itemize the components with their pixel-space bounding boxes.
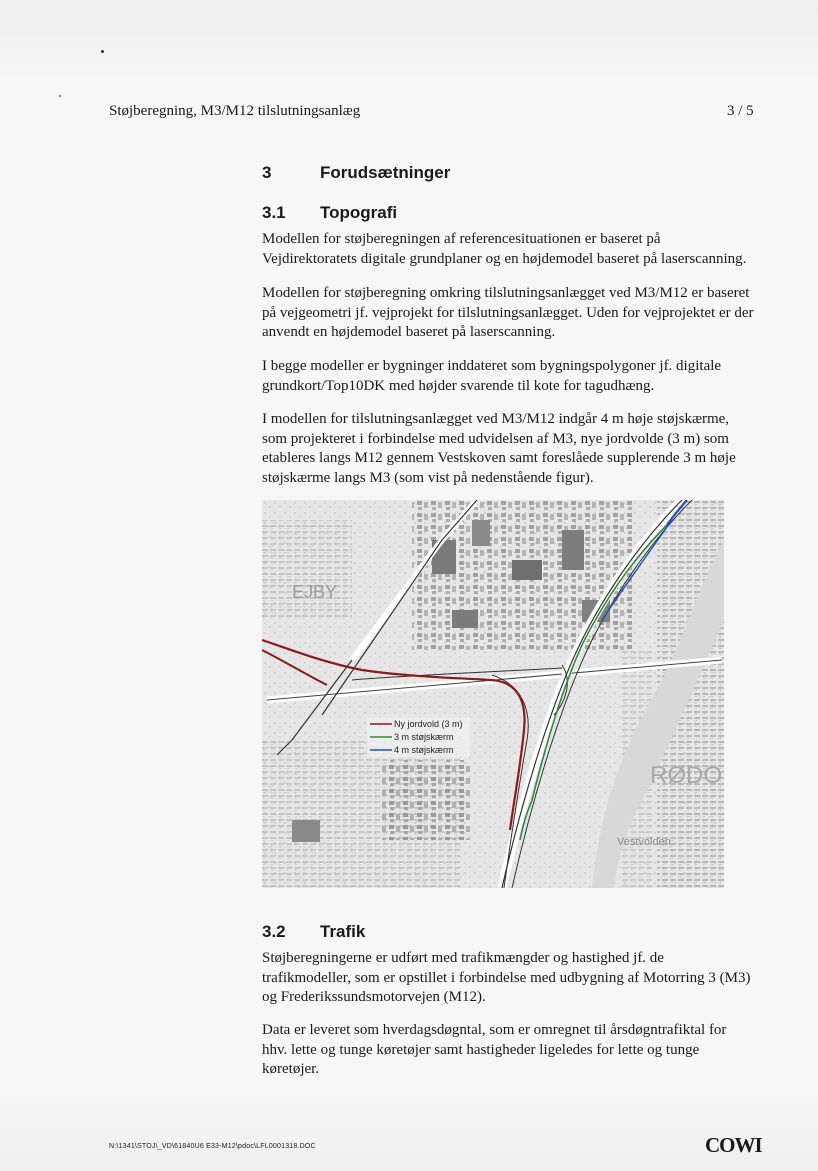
section-title: Forudsætninger [320, 163, 451, 182]
file-path: N:\1341\STOJ\_VD\61840U6 E33-M12\pdoc\LFL0001318.DOC [109, 1143, 316, 1150]
legend-label: 3 m støjskærm [394, 732, 454, 742]
paragraph: Data er leveret som hverdagsdøgntal, som er omregnet til årsdøgntrafiktal for hhv. lette og tunge køretøjer samt hastigheder ligeledes for lette og tunge køretøjer. [262, 1022, 727, 1077]
page-number: 3 / 5 [727, 103, 754, 119]
noise-barrier-map [262, 500, 724, 888]
document-title: Støjberegning, M3/M12 tilslutningsanlæg [109, 103, 361, 119]
section-number: 3.2 [262, 922, 286, 941]
map-legend [367, 717, 470, 757]
legend-label: Ny jordvold (3 m) [394, 719, 463, 729]
section-number: 3.1 [262, 203, 286, 222]
section-title: Topografi [320, 203, 398, 222]
place-label-rodovre: RØDO [650, 762, 722, 789]
paragraph: I modellen for tilslutningsanlægget ved M3/M12 indgår 4 m høje støjskærme, som projekteret i forbindelse med udvidelsen af M3, nye jordvolde (3 m) som etableres langs M12 gennem Vestskoven samt foreslåede supplerende 3 m høje støjskærme langs M3 (som vist på nedenstående figur). [262, 411, 736, 486]
paragraph: Modellen for støjberegning omkring tilslutningsanlægget ved M3/M12 er baseret på vejgeometri jf. vejprojekt for tilslutningsanlægget. Uden for vejprojektet er der anvendt en højdemodel baseret på laserscanning. [262, 285, 754, 340]
paragraph: Modellen for støjberegningen af referencesituationen er baseret på Vejdirektoratets digitale grundplaner og en højdemodel baseret på laserscanning. [262, 231, 747, 267]
cowi-logo: COWI [705, 1133, 762, 1157]
scan-speck [101, 50, 104, 53]
paragraph: Støjberegningerne er udført med trafikmængder og hastighed jf. de trafikmodeller, som er opstillet i forbindelse med udbygning af Motorring 3 (M3) og Frederikssundsmotorvejen (M12). [262, 950, 751, 1005]
paragraph: I begge modeller er bygninger inddateret som bygningspolygoner jf. digitale grundkort/Top10DK med højder svarende til kote for tagudhæng. [262, 358, 722, 394]
place-label-vestvolden: Vestvolden [617, 836, 671, 848]
section-3-1-heading [262, 203, 397, 223]
section-3-heading [262, 163, 450, 183]
section-3-2-heading [262, 922, 365, 942]
legend-label: 4 m støjskærm [394, 745, 454, 755]
section-title: Trafik [320, 922, 366, 941]
scan-speck [59, 95, 61, 97]
place-label-ejby: EJBY [292, 582, 338, 602]
section-number: 3 [262, 163, 272, 182]
